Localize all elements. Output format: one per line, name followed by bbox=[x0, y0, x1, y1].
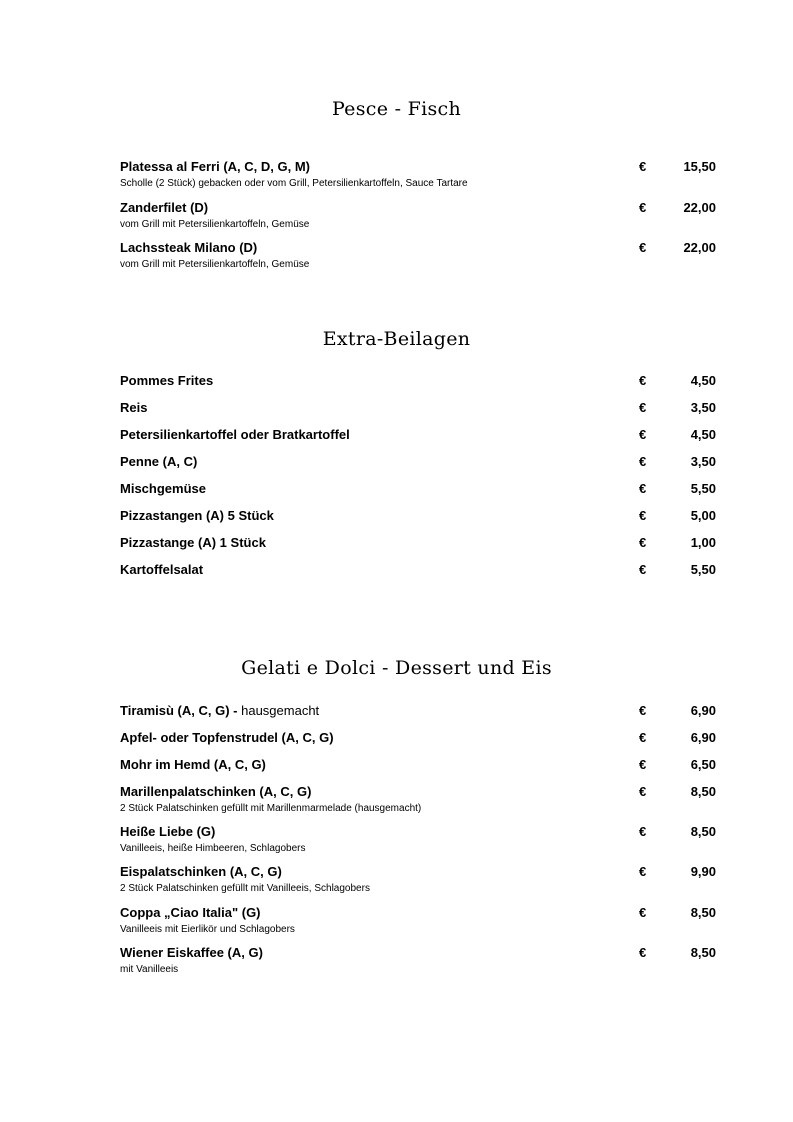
item-description: vom Grill mit Petersilienkartoffeln, Gemüse bbox=[120, 219, 310, 230]
item-name: Coppa „Ciao Italia" (G) bbox=[120, 905, 261, 920]
item-price: 3,50 bbox=[690, 400, 716, 415]
item-price: 22,00 bbox=[683, 240, 716, 255]
menu-item bbox=[120, 757, 716, 773]
menu-item bbox=[120, 454, 716, 470]
menu-item bbox=[120, 535, 716, 551]
section-title-dessert: Gelati e Dolci - Dessert und Eis bbox=[241, 657, 552, 679]
item-description: 2 Stück Palatschinken gefüllt mit Vanilleeis, Schlagobers bbox=[120, 883, 370, 894]
currency-symbol: € bbox=[639, 400, 647, 415]
item-price: 8,50 bbox=[690, 784, 716, 799]
item-price: 5,50 bbox=[690, 481, 716, 496]
item-name: Marillenpalatschinken (A, C, G) bbox=[120, 784, 312, 799]
item-name: Petersilienkartoffel oder Bratkartoffel bbox=[120, 427, 350, 442]
currency-symbol: € bbox=[639, 240, 647, 255]
menu-item bbox=[120, 508, 716, 524]
item-name: Pizzastangen (A) 5 Stück bbox=[120, 508, 274, 523]
item-name: Pizzastange (A) 1 Stück bbox=[120, 535, 266, 550]
item-price: 15,50 bbox=[683, 159, 716, 174]
menu-item bbox=[120, 200, 716, 231]
menu-item bbox=[120, 824, 716, 855]
item-price: 6,50 bbox=[690, 757, 716, 772]
currency-symbol: € bbox=[639, 864, 647, 879]
currency-symbol: € bbox=[639, 427, 647, 442]
item-price: 5,50 bbox=[690, 562, 716, 577]
item-name: Reis bbox=[120, 400, 148, 415]
menu-item bbox=[120, 784, 716, 815]
item-price: 6,90 bbox=[690, 703, 716, 718]
menu-item bbox=[120, 730, 716, 746]
menu-item bbox=[120, 562, 716, 578]
menu-item bbox=[120, 427, 716, 443]
item-name: Apfel- oder Topfenstrudel (A, C, G) bbox=[120, 730, 334, 745]
menu-item bbox=[120, 240, 716, 271]
item-description: Scholle (2 Stück) gebacken oder vom Grill, Petersilienkartoffeln, Sauce Tartare bbox=[120, 178, 468, 189]
item-description: Vanilleeis, heiße Himbeeren, Schlagobers bbox=[120, 843, 306, 854]
currency-symbol: € bbox=[639, 373, 647, 388]
item-name: Heiße Liebe (G) bbox=[120, 824, 216, 839]
item-price: 4,50 bbox=[690, 427, 716, 442]
menu-item bbox=[120, 864, 716, 895]
item-price: 8,50 bbox=[690, 905, 716, 920]
item-name bbox=[120, 703, 716, 719]
menu-item bbox=[120, 373, 716, 389]
item-description: 2 Stück Palatschinken gefüllt mit Marillenmarmelade (hausgemacht) bbox=[120, 803, 422, 814]
currency-symbol: € bbox=[639, 703, 647, 718]
item-price: 6,90 bbox=[690, 730, 716, 745]
item-price: 8,50 bbox=[690, 945, 716, 960]
currency-symbol: € bbox=[639, 508, 647, 523]
currency-symbol: € bbox=[639, 200, 647, 215]
item-price: 9,90 bbox=[690, 864, 716, 879]
item-price: 8,50 bbox=[690, 824, 716, 839]
item-name: Platessa al Ferri (A, C, D, G, M) bbox=[120, 159, 310, 174]
menu-item bbox=[120, 703, 716, 719]
currency-symbol: € bbox=[639, 730, 647, 745]
currency-symbol: € bbox=[639, 535, 647, 550]
menu-item bbox=[120, 945, 716, 976]
item-name: Eispalatschinken (A, C, G) bbox=[120, 864, 282, 879]
item-price: 3,50 bbox=[690, 454, 716, 469]
item-price: 1,00 bbox=[690, 535, 716, 550]
currency-symbol: € bbox=[639, 481, 647, 496]
currency-symbol: € bbox=[639, 159, 647, 174]
menu-item bbox=[120, 159, 716, 190]
item-description: Vanilleeis mit Eierlikör und Schlagobers bbox=[120, 924, 295, 935]
item-name: Kartoffelsalat bbox=[120, 562, 204, 577]
item-name: Mischgemüse bbox=[120, 481, 206, 496]
menu-item bbox=[120, 905, 716, 936]
item-name: Zanderfilet (D) bbox=[120, 200, 209, 215]
item-price: 22,00 bbox=[683, 200, 716, 215]
section-title-fisch: Pesce - Fisch bbox=[331, 98, 462, 120]
currency-symbol: € bbox=[639, 562, 647, 577]
item-name: Mohr im Hemd (A, C, G) bbox=[120, 757, 266, 772]
currency-symbol: € bbox=[639, 945, 647, 960]
item-price: 4,50 bbox=[690, 373, 716, 388]
menu-item bbox=[120, 481, 716, 497]
item-price: 5,00 bbox=[690, 508, 716, 523]
currency-symbol: € bbox=[639, 905, 647, 920]
item-description: vom Grill mit Petersilienkartoffeln, Gemüse bbox=[120, 259, 310, 270]
currency-symbol: € bbox=[639, 757, 647, 772]
menu-item bbox=[120, 400, 716, 416]
item-name-text: Tiramisù (A, C, G) - bbox=[120, 703, 238, 718]
item-name: Wiener Eiskaffee (A, G) bbox=[120, 945, 263, 960]
section-title-beilagen: Extra-Beilagen bbox=[322, 328, 471, 350]
item-name: Penne (A, C) bbox=[120, 454, 198, 469]
item-name: Lachssteak Milano (D) bbox=[120, 240, 258, 255]
item-note: hausgemacht bbox=[237, 703, 320, 718]
currency-symbol: € bbox=[639, 454, 647, 469]
item-name: Pommes Frites bbox=[120, 373, 214, 388]
currency-symbol: € bbox=[639, 784, 647, 799]
currency-symbol: € bbox=[639, 824, 647, 839]
item-description: mit Vanilleeis bbox=[120, 964, 179, 975]
